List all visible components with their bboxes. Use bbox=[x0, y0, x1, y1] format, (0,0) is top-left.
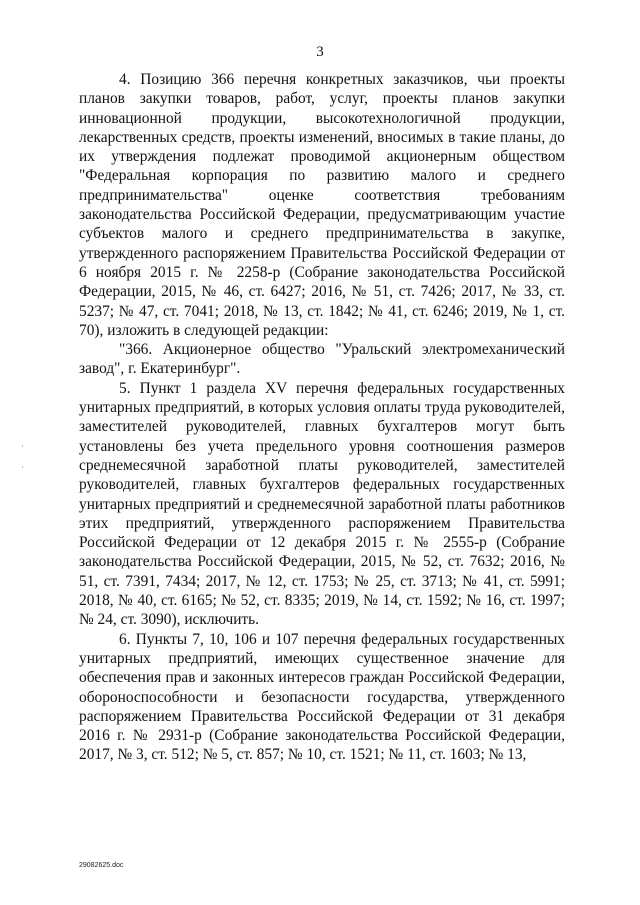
page-number: 3 bbox=[316, 44, 324, 60]
scan-speck bbox=[22, 466, 23, 468]
quoted-new-wording: "366. Акционерное общество "Уральский электромеханический завод", г. Екатеринбург". bbox=[79, 341, 565, 378]
paragraph-item-5: 5. Пункт 1 раздела XV перечня федеральных государственных унитарных предприятий, в которых условия оплаты труда руководителей, заместителей руководителей, главных бухгалтеров могут быть установлены без учета предельного уровня соотношения размеров среднемесячной заработной платы руководителей, заместителей руководителей, главных бухгалтеров федеральных государственных унитарных предприятий и среднемесячной заработной платы работников этих предприятий, утвержденного распоряжением Правительства Российской Федерации от 12 декабря 2015 г. № 2555-р (Собрание законодательства Российской Федерации, 2015, № 52, ст. 7632; 2016, № 51, ст. 7391, 7434; 2017, № 12, ст. 1753; № 25, ст. 3713; № 41, ст. 5991; 2018, № 40, ст. 6165; № 52, ст. 8335; 2019, № 14, ст. 1592; № 16, ст. 1997; № 24, ст. 3090), исключить. bbox=[79, 379, 565, 629]
paragraph-item-6: 6. Пункты 7, 10, 106 и 107 перечня федеральных государственных унитарных предприятий, имеющих существенное значение для обеспечения прав и законных интересов граждан Российской Федерации, обороноспособности и безопасности государства, утвержденного распоряжением Правительства Российской Федерации от 31 декабря 2016 г. № 2931-р (Собрание законодательства Российской Федерации, 2017, № 3, ст. 512; № 5, ст. 857; № 10, ст. 1521; № 11, ст. 1603; № 13, bbox=[79, 630, 565, 764]
scan-speck bbox=[22, 445, 23, 447]
document-body bbox=[79, 70, 565, 765]
document-code: 29082625.doc bbox=[79, 862, 124, 869]
paragraph-item-4: 4. Позицию 366 перечня конкретных заказчиков, чьи проекты планов закупки товаров, работ, услуг, проекты планов закупки инновационной продукции, высокотехнологичной продукции, лекарственных средств, проекты изменений, вносимых в такие планы, до их утверждения подлежат проводимой акционерным обществом "Федеральная корпорация по развитию малого и среднего предпринимательства" оценке соответствия требованиям законодательства Российской Федерации, предусматривающим участие субъектов малого и среднего предпринимательства в закупке, утвержденного распоряжением Правительства Российской Федерации от 6 ноября 2015 г. № 2258-р (Собрание законодательства Российской Федерации, 2015, № 46, ст. 6427; 2016, № 51, ст. 7426; 2017, № 33, ст. 5237; № 47, ст. 7041; 2018, № 13, ст. 1842; № 41, ст. 6246; 2019, № 1, ст. 70), изложить в следующей редакции: bbox=[79, 71, 565, 339]
